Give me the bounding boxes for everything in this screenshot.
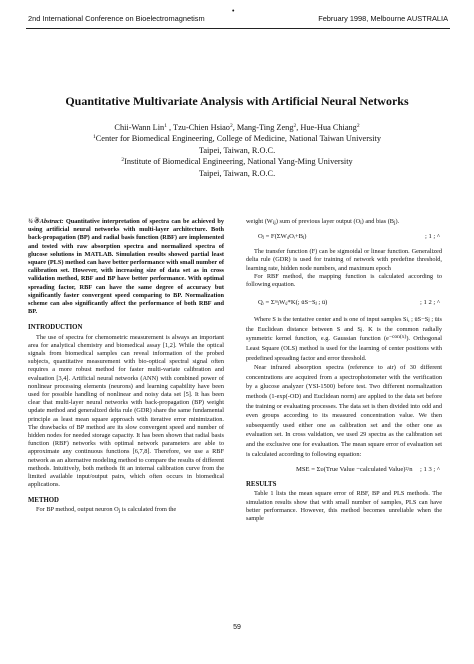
results-text: Table 1 lists the mean square error of RBF, BP and PLS methods. The simulation results show that with small number of samples, PLS can have better performance. However, this method becomes unreliable when the sample (246, 490, 442, 522)
results-heading: RESULTS (246, 481, 277, 489)
equation-2 (246, 292, 442, 312)
equation-2-formula: Qᵢ = ΣᵐⱼWᵢⱼ*K(; üS−Sⱼ ; ü) (258, 299, 328, 307)
affiliation-2: $^2$Institute of Biomedical Engineering, National Yang-Ming University (121, 157, 353, 167)
weight-sum-text: weight $(W_{ij})$ sum of previous layer output $(O_i)$ and bias $(B_j)$. (246, 218, 400, 226)
introduction-text: The use of spectra for chemometric measurement is always an important area for analytical chemistry and biomedical assay [1,2]. While the optical signals from biomedical samples can reveal information of the probed subjects, quantitative measurement with bio-optical spectral signal often requires a more robust method for faster multi-variate calibration and evaluation [3,4]. Artificial neural networks (ANN) with combined power of nonlinear processing elements (neurons) and learning capability have been used for possible handling of nonlinear and noisy data set [5]. It has been clear that multi-layer neural networks with back-propagation (BP) weight update method and generalized delta rule (GDR) share the same fundamental principle as least mean square approach with iterative error minimization. The drawbacks of BP method are its slow convergent speed and number of hidden nodes for needed storage capacity. It has been shown that radial basis function (RBF) networks with optimal network parameters are able to approximate any continuous functions [6,7,8]. Therefore, we use a RBF network as an alternative modeling method to compare the results of different methods. Intuitively, both methods fit an internal calibration curve from the limited available input/output pairs, which often occurs in biomedical applications. (28, 333, 224, 489)
author-names: Chii-Wann Lin$^1$ , Tzu-Chien Hsiao$^2$, Mang-Ting Zeng$^2$, Hue-Hua Chiang$^2$ (114, 123, 360, 132)
equation-2-number: ; 1 2 ; ^ (420, 299, 440, 307)
introduction-heading: INTRODUCTION (28, 324, 83, 332)
affiliation-1: $^1$Center for Biomedical Engineering, College of Medicine, National Taiwan University (93, 134, 381, 144)
spectra-acquisition-text: Near infrared absorption spectra (reference to air) of 30 different concentrations are acquired from a spectrophotometer with the verification by a glucose analyzer (YSI-1500) before test. Two different normalization methods (1-exp(-OD) and Euclidean norm) are applied to the data set before the training or evaluating processes. The data set is then divided into odd and even groups according to its measured concentration value. We then subsequently used either one as calibration set and the other one as evaluation set. In cross validation, we used 29 spectra as the calibration set and the exclusive one for evaluation. The mean square error of evaluation set is calculated according to following equation: (246, 364, 442, 458)
conference-date: February 1998, Melbourne AUSTRALIA (318, 14, 448, 23)
method-heading: METHOD (28, 496, 59, 504)
page-number: 59 (233, 624, 241, 631)
running-header (28, 14, 448, 26)
rbf-method-text: For RBF method, the mapping function is calculated according to following equation. (246, 272, 442, 289)
affiliation-1-city: Taipei, Taiwan, R.O.C. (198, 145, 276, 155)
header-rule (26, 28, 450, 29)
equation-3-number: ; 1 3 ; ^ (420, 466, 440, 474)
abstract: ¾☃Abstract: Quantitative interpretation of spectra can be achieved by using artificial neural networks with multi-layer architecture. Both back-propagation (BP) and radial basis function (RBF) are implemented and tested with raw absorption spectra and normalized spectra of glucose solutions in MATLAB. Simulation results showed partial least square (PLS) method can have better performance with small number of calibration set. However, with increasing size of data set as in cross validation method, RBF and BP have better performance. With optimal spreading factor, RBF can have the same degree of accuracy but significantly faster convergent speed comparing to BP. Normalization scheme can also significantly affect the performance of both RBF and BP. (28, 218, 224, 316)
top-mark: • (232, 8, 235, 15)
equation-1 (246, 229, 442, 245)
equation-1-formula: Oⱼ = F(ΣWᵢⱼOᵢ+Bⱼ) (258, 233, 307, 241)
method-text: For BP method, output neuron $O_j$ is calculated from the (36, 505, 177, 514)
center-definition-text: Where S is the tentative center and is one of input samples $S_i$, ; $üS-S_j$ ; üis the Euclidean distance between S and $S_j$. K is the common radially symmetric kernel function, e.g. Gaussian function $(e^{-con(x)})$. Orthogonal Least Square (OLS) method is used for the learning of center positions with predefined spreading factor and error threshold. (246, 316, 442, 362)
equation-3-formula: MSE = Συ(True Value −calculated Value)²/n (296, 466, 413, 474)
paper-title: Quantitative Multivariate Analysis with Artificial Neural Networks (65, 94, 409, 108)
author-block (20, 122, 454, 179)
equation-3 (246, 462, 442, 478)
left-column (28, 218, 224, 514)
equation-1-number: ; 1 ; ^ (424, 233, 440, 241)
affiliation-2-city: Taipei, Taiwan, R.O.C. (198, 168, 276, 178)
right-column (246, 218, 442, 523)
conference-name: 2nd International Conference on Bioelectromagnetism (28, 14, 205, 23)
transfer-function-text: The transfer function (F) can be sigmoidal or linear function. Generalized delta rule (GDR) is used for training of network with predefine threshold, learning rate, hidden node numbers, and maximum epoch (246, 248, 442, 272)
